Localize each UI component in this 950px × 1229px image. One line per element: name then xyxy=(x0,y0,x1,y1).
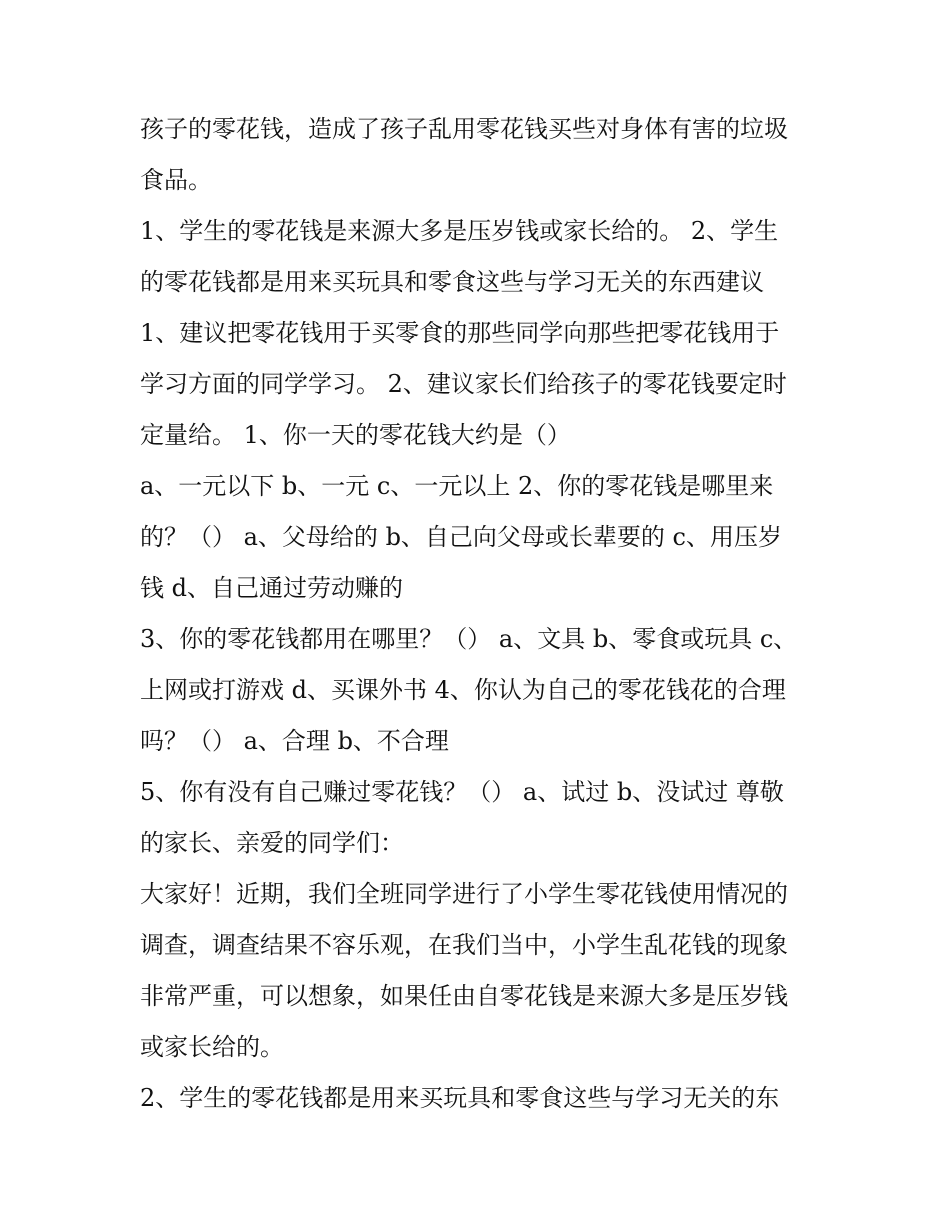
text-line: 钱 d、自己通过劳动赚的 xyxy=(140,574,403,602)
text-line: 学习方面的同学学习。 2、建议家长们给孩子的零花钱要定时 xyxy=(140,370,787,398)
text-line: 大家好！近期，我们全班同学进行了小学生零花钱使用情况的 xyxy=(140,880,788,908)
text-line: a、一元以下 b、一元 c、一元以上 2、你的零花钱是哪里来 xyxy=(140,472,774,500)
text-line: 3、你的零花钱都用在哪里？（） a、文具 b、零食或玩具 c、 xyxy=(140,625,798,653)
text-line: 的零花钱都是用来买玩具和零食这些与学习无关的东西建议 xyxy=(140,268,764,296)
text-line: 调查，调查结果不容乐观，在我们当中，小学生乱花钱的现象 xyxy=(140,931,788,959)
text-line: 食品。 xyxy=(140,166,212,194)
text-line: 5、你有没有自己赚过零花钱？（） a、试过 b、没试过 尊敬 xyxy=(140,778,784,806)
text-line: 孩子的零花钱，造成了孩子乱用零花钱买些对身体有害的垃圾 xyxy=(140,115,788,143)
text-line: 吗？（） a、合理 b、不合理 xyxy=(140,727,449,755)
text-line: 或家长给的。 xyxy=(140,1033,284,1061)
text-line: 上网或打游戏 d、买课外书 4、你认为自己的零花钱花的合理 xyxy=(140,676,786,704)
text-line: 2、学生的零花钱都是用来买玩具和零食这些与学习无关的东 xyxy=(140,1084,780,1112)
text-line: 的？（） a、父母给的 b、自己向父母或长辈要的 c、用压岁 xyxy=(140,523,782,551)
text-line: 定量给。 1、你一天的零花钱大约是（） xyxy=(140,421,571,449)
text-line: 非常严重，可以想象，如果任由自零花钱是来源大多是压岁钱 xyxy=(140,982,788,1010)
text-line: 的家长、亲爱的同学们： xyxy=(140,829,404,857)
text-line: 1、学生的零花钱是来源大多是压岁钱或家长给的。 2、学生 xyxy=(140,217,779,245)
text-line: 1、建议把零花钱用于买零食的那些同学向那些把零花钱用于 xyxy=(140,319,780,347)
